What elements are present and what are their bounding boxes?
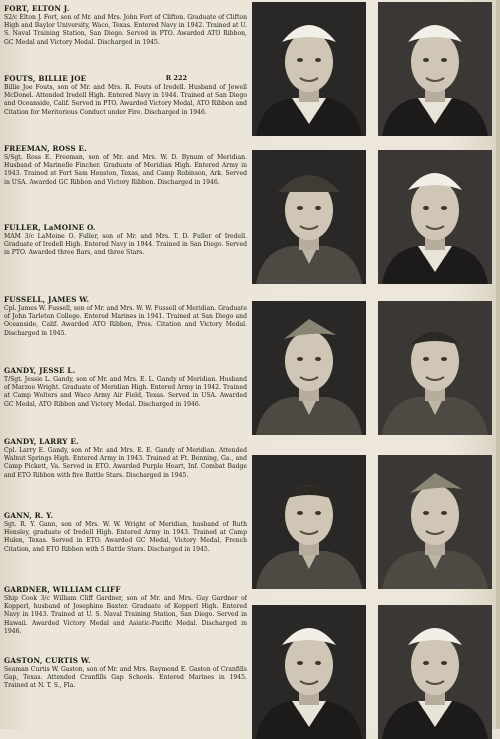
eye-left <box>297 58 303 62</box>
photo-freeman <box>252 150 366 284</box>
face <box>411 32 459 92</box>
eye-right <box>315 511 321 515</box>
entry-bio: Ship Cook 3/c William Cliff Gardner, son of Mr. and Mrs. Guy Gardner of Kopperl, husband of Josephine Baxter. Graduate of Kopperl High. Entered Navy in 1943. Trained at U. S. Naval Training Station, San Diego. Served in Hawaii. Awarded Victory Medal and Asiatic-Pacific Medal. Discharged in 1946. <box>4 595 247 635</box>
eye-left <box>297 511 303 515</box>
face <box>285 32 333 92</box>
face <box>411 485 459 545</box>
entry-freeman <box>4 144 247 187</box>
face <box>285 635 333 695</box>
portrait-image <box>378 455 492 589</box>
portrait-image <box>378 150 492 284</box>
entry-name: FORT, ELTON J. <box>4 4 70 13</box>
entry-fouts <box>4 74 247 117</box>
eye-left <box>423 206 429 210</box>
photo-fussell <box>252 301 366 435</box>
entry-name: FOUTS, BILLIE JOE <box>4 74 87 83</box>
entry-name: FUSSELL, JAMES W. <box>4 295 90 304</box>
eye-right <box>315 661 321 665</box>
entry-gandy-larry <box>4 437 247 480</box>
portrait-image <box>252 150 366 284</box>
face <box>411 180 459 240</box>
entry-name: GANN, R. Y. <box>4 511 54 520</box>
entry-bio: T/Sgt. Jessie L. Gandy, son of Mr. and Mrs. E. L. Gandy of Meridian. Husband of Marzee Wright. Graduate of Meridian High. Entered Army in 1942. Trained at Camp Wolters and Waco Army Air Field, Texas. Served in USA. Awarded GC Medal, ATO Ribbon and Victory Medal. Discharged in 1946. <box>4 376 247 408</box>
entry-gardner <box>4 585 247 636</box>
eye-right <box>315 357 321 361</box>
entry-bio: Sgt. R. Y. Gann, son of Mrs. W. W. Wright of Meridian, husband of Ruth Hensley, graduate of Iredell High. Entered Army in 1943. Trained at Camp Hulen, Texas. Served in ETO. Awarded GC Medal, Victory Medal, French Citation, and ETO Ribbon with 5 Battle Stars. Discharged in 1945. <box>4 521 247 553</box>
photo-fouts <box>378 2 492 136</box>
portrait-image <box>378 2 492 136</box>
eye-left <box>423 58 429 62</box>
face <box>285 331 333 391</box>
entry-number: R 222 <box>165 74 187 82</box>
entry-bio: S/Sgt. Ross E. Freeman, son of Mr. and Mrs. W. D. Bynum of Meridian. Husband of Marinelle Fincher. Graduate of Meridian High. Entered Army in 1943. Trained at Fort Sam Houston, Texas, and Camp Robinson, Ark. Served in USA. Awarded GC Ribbon and Victory Ribbon. Discharged in 1946. <box>4 154 247 186</box>
photo-gandy-jesse <box>378 301 492 435</box>
entry-bio: Cpl. Larry E. Gandy, son of Mr. and Mrs. E. E. Gandy of Meridian. Attended Walnut Springs High. Entered Army in 1943. Trained at Ft. Benning, Ga., and Camp Pickett, Va. Served in ETO. Awarded Purple Heart, Inf. Combat Badge and ETO Ribbon with five Battle Stars. Discharged in 1945. <box>4 447 247 479</box>
photo-gandy-larry <box>252 455 366 589</box>
eye-right <box>441 511 447 515</box>
eye-right <box>441 206 447 210</box>
entry-name: GARDNER, WILLIAM CLIFF <box>4 585 121 594</box>
entry-fuller <box>4 223 247 258</box>
portrait-image <box>378 605 492 739</box>
entry-name: GANDY, JESSE L. <box>4 366 76 375</box>
eye-left <box>423 511 429 515</box>
portrait-image <box>378 301 492 435</box>
eye-left <box>297 206 303 210</box>
eye-left <box>297 357 303 361</box>
entry-fort <box>4 4 247 47</box>
page-edge <box>496 0 500 729</box>
eye-right <box>315 206 321 210</box>
entry-bio: Seaman Curtis W. Gaston, son of Mr. and Mrs. Raymond E. Gaston of Cranfills Gap, Texas. Attended Cranfills Gap Schools. Entered Marines in 1945. Trained at N. T. S., Fla. <box>4 666 247 690</box>
photo-fuller <box>378 150 492 284</box>
portrait-image <box>252 455 366 589</box>
entry-gann <box>4 511 247 554</box>
eye-left <box>297 661 303 665</box>
eye-left <box>423 357 429 361</box>
eye-right <box>441 357 447 361</box>
eye-right <box>441 661 447 665</box>
eye-right <box>441 58 447 62</box>
photo-gardner <box>252 605 366 739</box>
entry-bio: MAM 3/c LaMoine O. Fuller, son of Mr. and Mrs. T. D. Fuller of Iredell. Graduate of Iredell High. Entered Navy in 1944. Trained in San Diego. Served in PTO. Awarded three Bars, and three Stars. <box>4 233 247 257</box>
photo-fort <box>252 2 366 136</box>
entry-fussell <box>4 295 247 338</box>
portrait-image <box>252 2 366 136</box>
portrait-image <box>252 301 366 435</box>
entry-gaston <box>4 656 247 691</box>
entry-bio: Cpl. James W. Fussell, son of Mr. and Mrs. W. W. Fussell of Meridian. Graduate of John Tarleton College. Entered Marines in 1941. Trained at San Diego and Oceanside, Calif. Awarded ATO Ribbon, Pres. Citation and Victory Medal. Discharged in 1945. <box>4 305 247 337</box>
eye-left <box>423 661 429 665</box>
photo-gaston <box>378 605 492 739</box>
eye-right <box>315 58 321 62</box>
portrait-image <box>252 605 366 739</box>
entry-name: GANDY, LARRY E. <box>4 437 79 446</box>
face <box>411 635 459 695</box>
entry-name: GASTON, CURTIS W. <box>4 656 91 665</box>
entry-name: FULLER, LaMOINE O. <box>4 223 96 232</box>
entry-bio: S2/c Elton J. Fort, son of Mr. and Mrs. John Fort of Clifton. Graduate of Clifton High and Baylor University, Waco, Texas. Entered Navy in 1942. Trained at U. S. Naval Training Station, San Diego. Served in PTO. Awarded ATO Ribbon, GC Medal and Victory Medal. Discharged in 1945. <box>4 14 247 46</box>
entry-name: FREEMAN, ROSS E. <box>4 144 87 153</box>
entry-bio: Billie Joe Fouts, son of Mr. and Mrs. R. Fouts of Iredell. Husband of Jewell McDonel. Attended Iredell High. Entered Navy in 1944. Trained at San Diego and Oceanside, Calif. Served in PTO. Awarded Victory Medal, ATO Ribbon and Citation for Meritorious Conduct under Fire. Discharged in 1946. <box>4 84 247 116</box>
photo-gann <box>378 455 492 589</box>
entry-gandy-jesse <box>4 366 247 409</box>
